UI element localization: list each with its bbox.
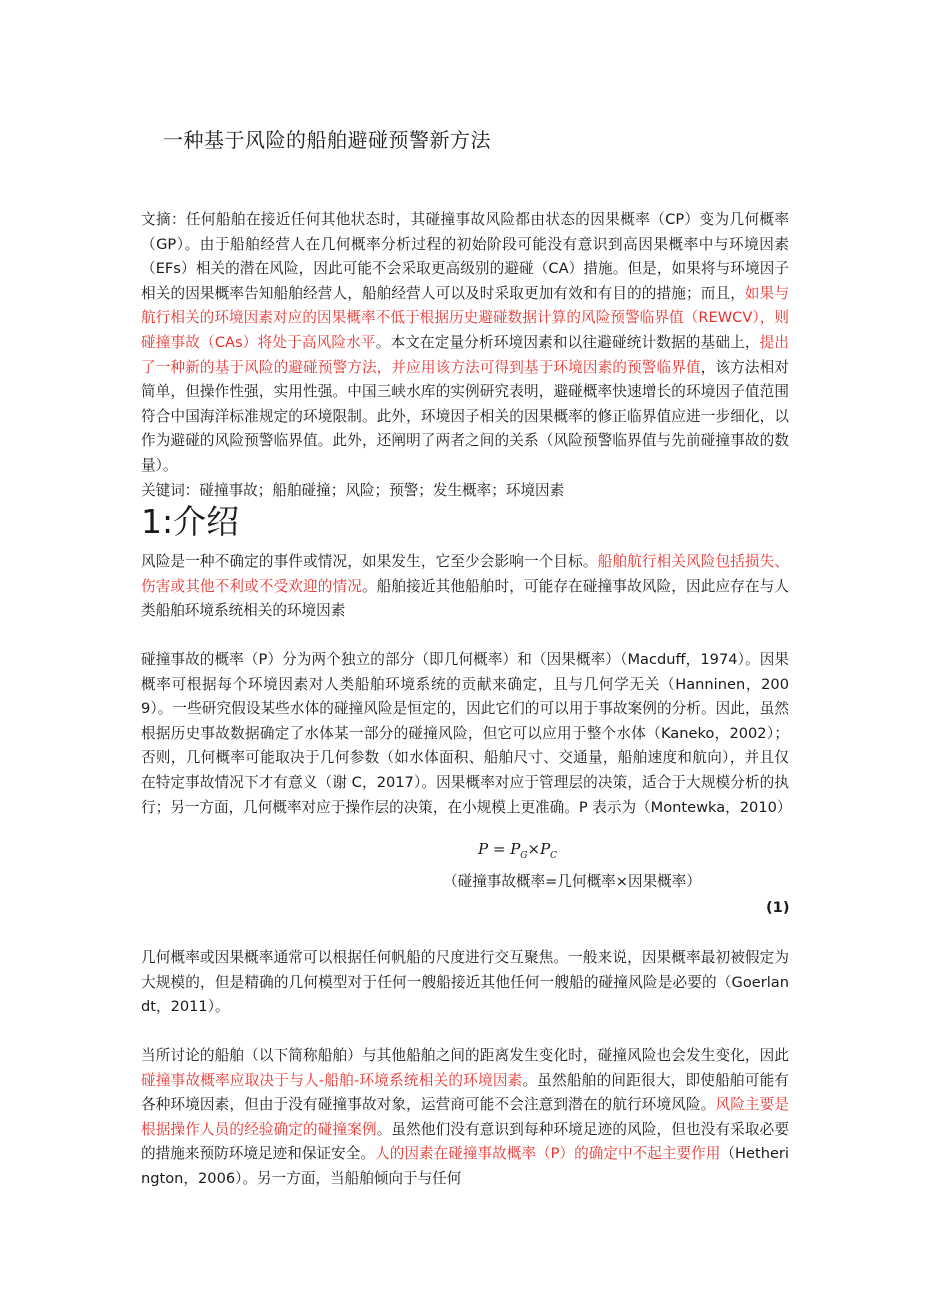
abstract-highlight: 提出了一种新的基于风险的避碰预警方法，并应用该方法可得到基于环境因素的预警临界值 xyxy=(141,333,789,376)
paragraph-highlight: 碰撞事故概率应取决于与人-船舶-环境系统相关的环境因素 xyxy=(141,1071,523,1089)
paragraph-text: 。虽然他们没有意识到每种环境足迹的风险，但也没有采取必要的措施来预防环境足迹和保证安全。 xyxy=(141,1120,789,1163)
keywords-line: 关键词：碰撞事故；船舶碰撞；风险；预警；发生概率；环境因素 xyxy=(141,481,565,499)
intro-paragraph xyxy=(141,550,789,624)
paragraph-text: （Hetherington，2006）。另一方面，当船舶倾向于与任何 xyxy=(141,1145,789,1187)
paragraph-text: 。船舶接近其他船舶时，可能存在碰撞事故风险，因此应存在与人类船舶环境系统相关的环境因素 xyxy=(141,577,789,620)
paragraph-highlight: 船舶航行相关风险包括损失、伤害或其他不利或不受欢迎的情况 xyxy=(141,553,789,595)
abstract-text: ，该方法相对简单，但操作性强，实用性强。中国三峡水库的实例研究表明，避碰概率快速增长的环境因子值范围符合中国海洋标准规定的环境限制。此外，环境因子相关的因果概率的修正临界值应进一步细化，以作为避碰的风险预警临界值。此外，还阐明了两者之间的关系（风险预警临界值与先前碰撞事故的数量）。 xyxy=(141,358,789,474)
paragraph-text: 。虽然船舶的间距很大，即使船舶可能有各种环境因素，但由于没有碰撞事故对象，运营商可能不会注意到潜在的航行环境风险。 xyxy=(141,1071,789,1114)
paragraph-text: 碰撞事故的概率（P）分为两个独立的部分（即几何概率）和（因果概率）（Macduff，1974）。因果概率可根据每个环境因素对人类船舶环境系统的贡献来确定，且与几何学无关（Hanninen，2009）。一些研究假设某些水体的碰撞风险是恒定的，因此它们的可以用于事故案例的分析。因此，虽然根据历史事故数据确定了水体某一部分的碰撞风险，但它可以应用于整个水体（Kaneko，2002）；否则，几何概率可能取决于几何参数（如水体面积、船舶尺寸、交通量，船舶速度和航向），并且仅在特定事故情况下才有意义（谢 C，2017）。因果概率对应于管理层的决策，适合于大规模分析的执行；另一方面，几何概率对应于操作层的决策，在小规模上更准确。P 表示为（Montewka，2010） xyxy=(141,651,792,816)
probability-paragraph xyxy=(141,648,792,820)
equation-caption: （碰撞事故概率=几何概率×因果概率） xyxy=(443,873,701,890)
equation: $P = P_G\times P_C$ xyxy=(478,840,558,861)
paragraph-text: 风险是一种不确定的事件或情况，如果发生，它至少会影响一个目标。 xyxy=(141,553,598,570)
paper-title: 一种基于风险的船舶避碰预警新方法 xyxy=(163,128,491,152)
equation-number: (1) xyxy=(766,899,790,916)
section-heading: 1:介绍 xyxy=(141,502,240,541)
paragraph-text: 当所讨论的船舶（以下简称船舶）与其他船舶之间的距离发生变化时，碰撞风险也会发生变化，因此 xyxy=(141,1047,789,1064)
geometric-paragraph xyxy=(141,946,789,1020)
distance-paragraph xyxy=(141,1044,789,1192)
abstract-highlight: 如果与航行相关的环境因素对应的因果概率不低于根据历史避碰数据计算的风险预警临界值（REWCV），则碰撞事故（CAs）将处于高风险水平 xyxy=(141,284,789,351)
abstract-text: 。本文在定量分析环境因素和以往避碰统计数据的基础上， xyxy=(375,333,760,351)
paragraph-highlight: 人的因素在碰撞事故概率（P）的确定中不起主要作用 xyxy=(375,1145,721,1163)
paragraph-highlight: 风险主要是根据操作人员的经验确定的碰撞案例 xyxy=(141,1096,789,1138)
paragraph-text: 几何概率或因果概率通常可以根据任何帆船的尺度进行交互聚焦。一般来说，因果概率最初被假定为大规模的，但是精确的几何模型对于任何一艘船接近其他任何一艘船的碰撞风险是必要的（Goerlandt，2011）。 xyxy=(141,949,789,1016)
abstract-paragraph xyxy=(141,208,789,503)
abstract-text: 文摘：任何船舶在接近任何其他状态时，其碰撞事故风险都由状态的因果概率（CP）变为几何概率（GP）。由于船舶经营人在几何概率分析过程的初始阶段可能没有意识到高因果概率中与环境因素（EFs）相关的潜在风险，因此可能不会采取更高级别的避碰（CA）措施。但是，如果将与环境因子相关的因果概率告知船舶经营人，船舶经营人可以及时采取更加有效和有目的的措施；而且， xyxy=(141,211,789,302)
